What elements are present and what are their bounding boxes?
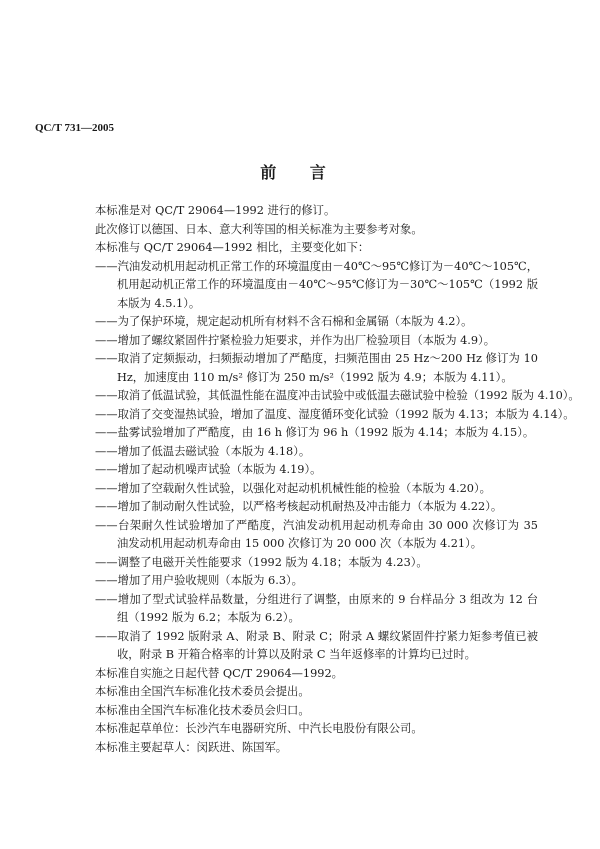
foreword-body <box>95 202 580 757</box>
text-line: 本标准与 QC/T 29064—1992 相比，主要变化如下： <box>95 241 370 254</box>
text-line-continuation: 机用起动机正常工作的环境温度由－40℃～95℃修订为－30℃～105℃（1992 版 <box>117 278 538 291</box>
text-line-continuation: 油发动机用起动机寿命由 15 000 次修订为 20 000 次（本版为 4.21）。 <box>117 537 483 550</box>
text-line: ——盐雾试验增加了严酷度，由 16 h 修订为 96 h（1992 版为 4.14；本版为 4.15）。 <box>95 426 535 439</box>
text-line: ——增加了起动机噪声试验（本版为 4.19）。 <box>95 463 322 476</box>
text-line: ——汽油发动机用起动机正常工作的环境温度由－40℃～95℃修订为－40℃～105℃， <box>95 259 538 273</box>
text-line: ——取消了 1992 版附录 A、附录 B、附录 C；附录 A 螺纹紧固件拧紧力矩参考值已被 <box>95 629 538 643</box>
text-line: 本标准起草单位：长沙汽车电器研究所、中汽长电股份有限公司。 <box>95 722 423 735</box>
text-line: ——取消了低温试验，其低温性能在温度冲击试验中或低温去磁试验中检验（1992 版为 4.10）。 <box>95 389 580 402</box>
text-line: ——增加了空载耐久性试验，以强化对起动机机械性能的检验（本版为 4.20）。 <box>95 481 491 495</box>
text-line: ——增加了用户验收规则（本版为 6.3）。 <box>95 574 303 587</box>
text-line: ——取消了交变湿热试验，增加了温度、湿度循环变化试验（1992 版为 4.13；本版为 4.14）。 <box>95 407 575 421</box>
text-line: 本标准由全国汽车标准化技术委员会归口。 <box>95 703 310 717</box>
text-line: ——台架耐久性试验增加了严酷度，汽油发动机用起动机寿命由 30 000 次修订为 35 <box>95 518 538 532</box>
text-line: 本标准是对 QC/T 29064—1992 进行的修订。 <box>95 204 336 217</box>
page-title: 前 言 <box>260 163 340 182</box>
text-line-continuation: 本版为 4.5.1）。 <box>117 296 201 310</box>
text-line: ——增加了型式试验样品数量，分组进行了调整，由原来的 9 台样品分 3 组改为 12 台 <box>95 592 538 606</box>
text-line: ——为了保护环境，规定起动机所有材料不含石棉和金属镉（本版为 4.2）。 <box>95 315 473 328</box>
text-line: ——取消了定频振动，扫频振动增加了严酷度，扫频范围由 25 Hz～200 Hz 修订为 10 <box>95 352 538 365</box>
text-line: ——增加了低温去磁试验（本版为 4.18）。 <box>95 444 311 458</box>
text-line: 本标准由全国汽车标准化技术委员会提出。 <box>95 685 310 698</box>
text-line: 本标准自实施之日起代替 QC/T 29064—1992。 <box>95 666 343 680</box>
text-line: ——调整了电磁开关性能要求（1992 版为 4.18；本版为 4.23）。 <box>95 555 428 569</box>
text-line: ——增加了螺纹紧固件拧紧检验力矩要求，并作为出厂检验项目（本版为 4.9）。 <box>95 333 496 347</box>
text-line-continuation: Hz，加速度由 110 m/s² 修订为 250 m/s²（1992 版为 4.9；本版为 4.11）。 <box>117 370 513 384</box>
text-line-continuation: 收，附录 B 开箱合格率的计算以及附录 C 当年返修率的计算均已过时。 <box>117 648 476 661</box>
text-line: 本标准主要起草人：闵跃进、陈国军。 <box>95 740 288 754</box>
text-line: 此次修订以德国、日本、意大利等国的相关标准为主要参考对象。 <box>95 222 423 236</box>
standard-code: QC/T 731—2005 <box>35 122 114 134</box>
text-line: ——增加了制动耐久性试验，以严格考核起动机耐热及冲击能力（本版为 4.22）。 <box>95 500 503 513</box>
text-line-continuation: 组（1992 版为 6.2；本版为 6.2）。 <box>117 611 300 624</box>
